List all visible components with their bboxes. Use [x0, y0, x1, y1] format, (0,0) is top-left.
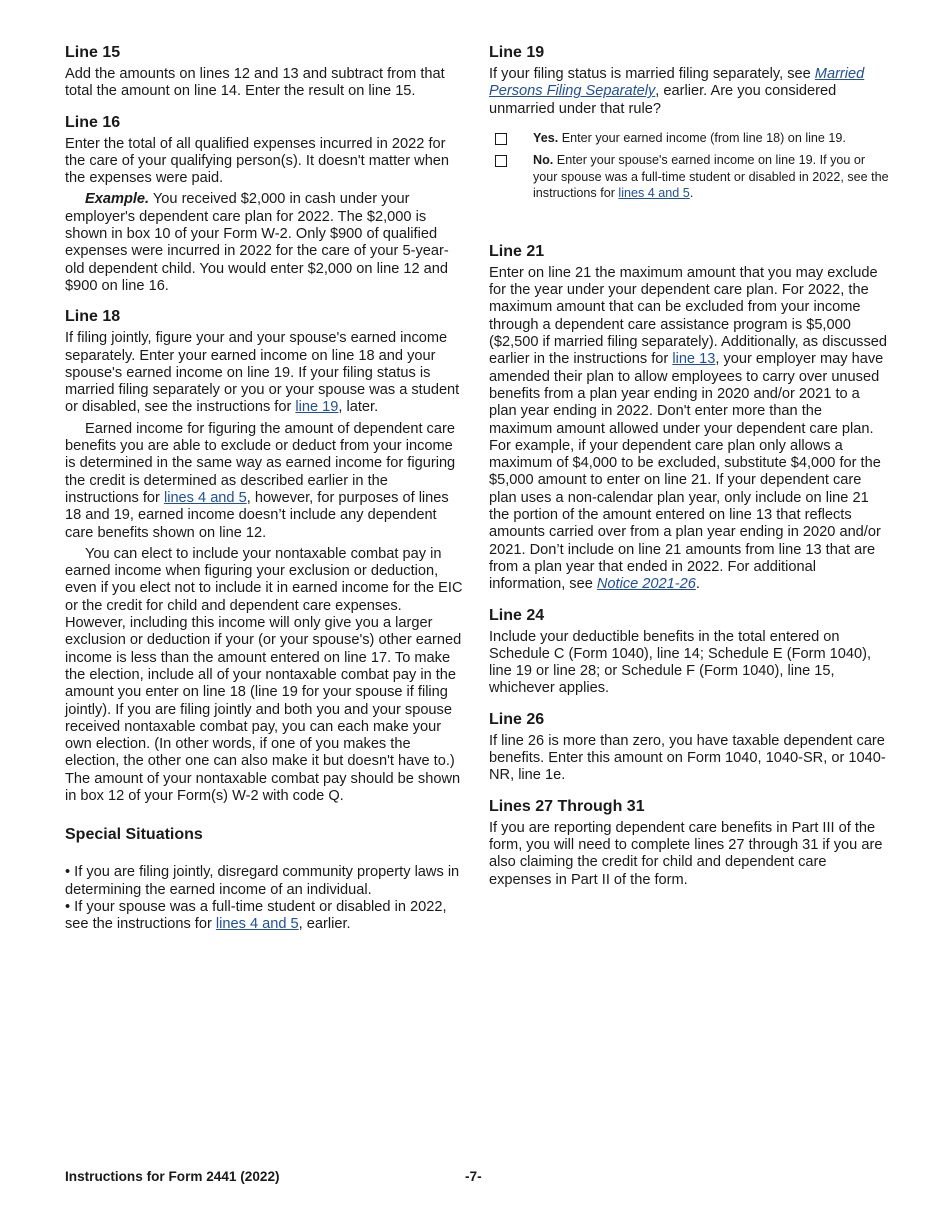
line19-link[interactable]: line 19	[295, 399, 339, 416]
special-bullet-2	[65, 899, 463, 934]
lines-4-and-5-link[interactable]: lines 4 and 5	[163, 489, 247, 506]
line19-text-before: If your filing status is married filing separately, see	[489, 66, 815, 82]
line18-paragraph-2	[65, 421, 463, 542]
no-text: Enter your spouse's earned income on line 19. If you or your spouse was a full-time student or disabled in 2022, see the instructions for	[533, 153, 889, 201]
right-column	[489, 43, 889, 889]
left-column	[65, 43, 463, 933]
line19-text	[489, 66, 889, 118]
yes-checkbox[interactable]	[495, 133, 507, 145]
footer-title: Instructions for Form 2441 (2022)	[65, 1169, 280, 1184]
line26-heading: Line 26	[489, 710, 545, 728]
line19-text-after: , earlier. Are you considered unmarried under that rule?	[489, 83, 837, 117]
no-option-text	[533, 152, 889, 202]
yes-option-text	[533, 130, 889, 147]
line21-text-before: Enter on line 21 the maximum amount that you may exclude for the year under your dependent care plan. For 2022, the maximum amount that can be excluded from your income through a dependent care assistance program is $5,000 ($2,500 if married filing separately). Additionally, as discussed earlier in the instructions for	[489, 264, 888, 368]
special-situations-heading: Special Situations	[65, 826, 203, 844]
line24-heading: Line 24	[489, 606, 545, 624]
line18-paragraph-3: You can elect to include your nontaxable combat pay in earned income when figuring your exclusion or deduction, even if you elect not to include it in earned income for the EIC or the credit for child and dependent care expenses. However, including this income will only give you a larger exclusion or deduction if your (or your spouse's) other earned income is less than the amount entered on line 17. To make the election, include all of your nontaxable combat pay in the amount you enter on line 18 (line 19 for your spouse if filing jointly). If you are filing jointly and both you and your spouse received nontaxable combat pay, you can each make your own election. (In other words, if one of you makes the election, the other one can also make it but doesn't have to.) The amount of your nontaxable combat pay should be shown in box 12 of your Form(s) W-2 with code Q.	[65, 545, 463, 804]
line21-heading: Line 21	[489, 242, 545, 260]
line15-heading: Line 15	[65, 44, 121, 61]
lines-4-and-5-link-3[interactable]: lines 4 and 5	[618, 186, 690, 201]
example-text: You received $2,000 in cash under your employer's dependent care plan for 2022. The $2,000 is shown in box 10 of your Form W-2. Only $900 of qualified expenses were incurred in 2022 for the care of your 5-year-old dependent child. You would enter $2,000 on line 12 and $900 on line 16.	[65, 191, 449, 294]
line16-heading: Line 16	[65, 113, 121, 131]
no-checkbox[interactable]	[495, 155, 507, 167]
notice-2021-26-link[interactable]: Notice 2021-26	[596, 576, 696, 593]
no-option	[489, 152, 889, 202]
line16-text: Enter the total of all qualified expenses incurred in 2022 for the care of your qualifying person(s). It doesn't matter when the expenses were paid.	[65, 135, 450, 187]
lines27-31-text: If you are reporting dependent care benefits in Part III of the form, you will need to complete lines 27 through 31 if you are also claiming the credit for child and dependent care expenses in Part II of the form.	[489, 819, 883, 888]
line-13-link[interactable]: line 13	[672, 351, 716, 368]
yes-text: Enter your earned income (from line 18) on line 19.	[558, 130, 846, 145]
special-bullet-1	[65, 864, 463, 899]
line16-example	[65, 191, 463, 295]
no-text-after: .	[689, 186, 694, 201]
lines27-31-heading: Lines 27 Through 31	[489, 797, 645, 815]
yes-label: Yes.	[533, 130, 559, 145]
special-bullet-2-after: , earlier.	[298, 916, 351, 933]
line26-text: If line 26 is more than zero, you have taxable dependent care benefits. Enter this amount on Form 1040, 1040-SR, or 1040-NR, line 1e.	[489, 732, 886, 784]
no-label: No.	[533, 153, 554, 168]
example-label: Example.	[85, 191, 150, 208]
line18-p1-after: , later.	[338, 399, 379, 416]
special-bullet-2-text: If your spouse was a full-time student or disabled in 2022, see the instructions for	[65, 898, 447, 933]
yes-option	[489, 130, 889, 147]
line24-text: Include your deductible benefits in the total entered on Schedule C (Form 1040), line 14; Schedule E (Form 1040), line 19 or line 28; or Schedule F (Form 1040), line 15, whichever applies.	[489, 628, 872, 697]
married-persons-link[interactable]: Married Persons Filing Separately	[489, 66, 865, 100]
special-bullet-1-text: If you are filing jointly, disregard community property laws in determining the earned income of an individual.	[65, 864, 460, 898]
line18-p2-after: , however, for purposes of lines 18 and 19, earned income doesn’t include any dependent care benefits shown on line 12.	[65, 489, 449, 541]
line21-text	[489, 265, 889, 594]
line18-p1-text: If filing jointly, figure your and your spouse's earned income separately. Enter your earned income on line 18 and your spouse's earned income on line 19. If your filing status is married filing separately or you or your spouse was a student or disabled, see the instructions for	[65, 330, 460, 416]
line19-heading: Line 19	[489, 44, 545, 61]
line18-p2-text: Earned income for figuring the amount of dependent care benefits you are able to exclude or deduct from your income is determined in the same way as earned income for figuring the credit is determined as described earlier in the instructions for	[65, 420, 456, 506]
line21-text-mid: , your employer may have amended their plan to allow employees to carry over unused benefits from a plan year ending in 2020 and/or 2021 to a plan year ending in 2022. Don't enter more than the maximum amount allowed under your dependent care plan. For example, if your dependent care plan only allows a maximum of $4,000 to be excluded, substitute $4,000 for the $5,000 amount to enter on line 21. If your dependent care plan uses a non-calendar plan year, only include on line 21 the portion of the amount entered on line 13 that reflects amounts carried over from a plan year ending in 2020 and/or 2021. Don’t include on line 21 amounts from line 13 that are from a plan year that ended in 2022. For additional information, see	[489, 351, 884, 593]
page-number: -7-	[465, 1169, 482, 1184]
lines-4-and-5-link-2[interactable]: lines 4 and 5	[215, 916, 299, 933]
bullet-icon: •	[65, 898, 71, 915]
line15-text: Add the amounts on lines 12 and 13 and subtract from that total the amount on line 14. Enter the result on line 15.	[65, 66, 445, 100]
line18-paragraph-1	[65, 330, 463, 416]
bullet-icon: •	[65, 864, 71, 881]
line21-text-after: .	[695, 576, 700, 593]
line18-heading: Line 18	[65, 308, 121, 326]
